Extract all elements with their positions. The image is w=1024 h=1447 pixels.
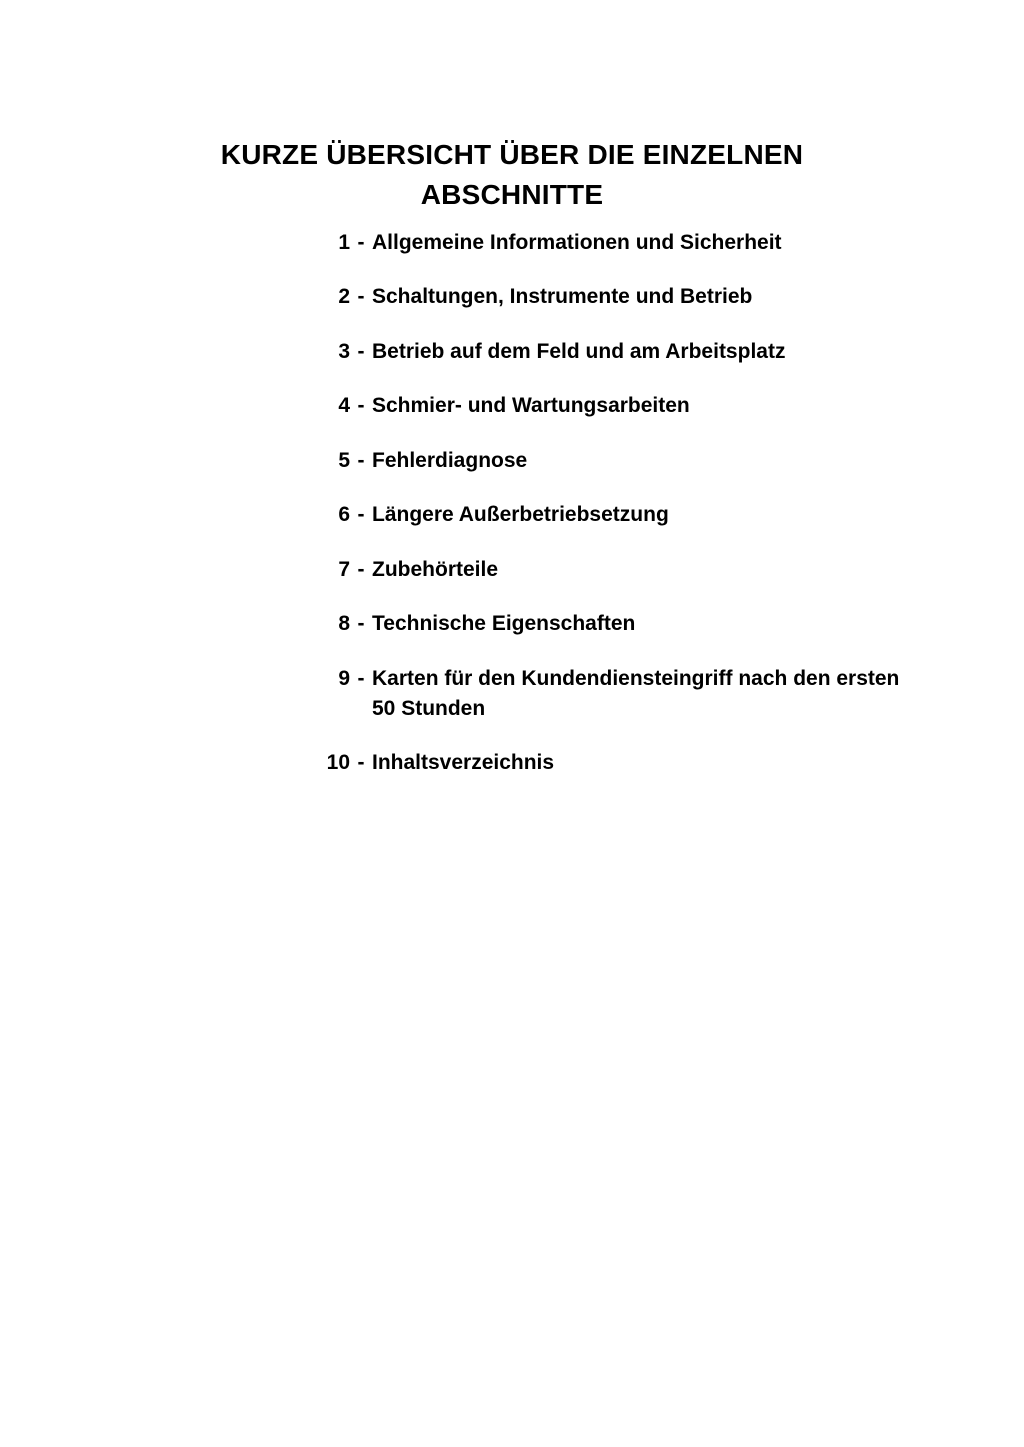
section-number: 3 xyxy=(338,339,350,363)
section-number: 10 xyxy=(326,751,350,775)
section-number: 8 xyxy=(338,612,350,636)
section-label: Allgemeine Informationen und Sicherheit xyxy=(372,231,782,254)
section-label: Karten für den Kundendiensteingriff nach den ersten 50 Stunden xyxy=(372,666,900,720)
list-item[interactable] xyxy=(300,500,920,530)
section-separator: - xyxy=(357,612,365,636)
section-number: 6 xyxy=(338,503,350,527)
section-label: Schmier- und Wartungsarbeiten xyxy=(372,394,690,418)
list-item[interactable] xyxy=(300,337,920,367)
section-separator: - xyxy=(357,751,365,775)
section-label: Inhaltsverzeichnis xyxy=(372,751,555,775)
section-label: Technische Eigenschaften xyxy=(372,612,636,636)
section-number: 4 xyxy=(338,394,350,418)
section-number: 2 xyxy=(338,285,350,309)
list-item[interactable] xyxy=(300,391,920,421)
list-item[interactable] xyxy=(300,555,920,585)
section-number: 1 xyxy=(338,231,350,254)
list-item[interactable] xyxy=(300,664,920,725)
list-item[interactable] xyxy=(300,609,920,639)
section-number: 5 xyxy=(338,448,350,472)
list-item[interactable] xyxy=(300,748,920,778)
section-separator: - xyxy=(357,666,365,690)
section-separator: - xyxy=(357,448,365,472)
section-label: Betrieb auf dem Feld und am Arbeitsplatz xyxy=(372,339,786,363)
section-label: Fehlerdiagnose xyxy=(372,448,528,472)
list-item[interactable] xyxy=(300,282,920,312)
section-separator: - xyxy=(357,503,365,527)
section-separator: - xyxy=(357,339,365,363)
section-label: Schaltungen, Instrumente und Betrieb xyxy=(372,285,753,309)
section-overview-list xyxy=(300,228,920,779)
list-item[interactable] xyxy=(300,446,920,476)
section-number: 7 xyxy=(338,557,350,581)
section-label: Zubehörteile xyxy=(372,557,499,581)
list-item[interactable] xyxy=(300,228,920,258)
section-number: 9 xyxy=(338,666,350,690)
section-separator: - xyxy=(357,394,365,418)
section-separator: - xyxy=(357,285,365,309)
page-title: KURZE ÜBERSICHT ÜBER DIE EINZELNEN ABSCHNITTE xyxy=(220,138,804,211)
section-separator: - xyxy=(357,231,365,254)
section-separator: - xyxy=(357,557,365,581)
section-label: Längere Außerbetriebsetzung xyxy=(372,503,669,527)
